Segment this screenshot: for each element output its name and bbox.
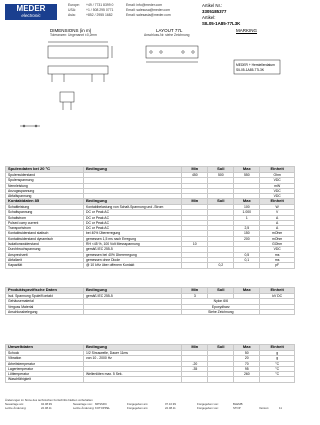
marking-line-1: MEDER + Herstellerdatum xyxy=(236,63,275,67)
table-cell: 260 xyxy=(234,372,260,377)
table-cell: Schock xyxy=(6,351,84,356)
column-header: Bedingung xyxy=(84,288,182,294)
article-label: Artikel: xyxy=(202,15,216,20)
product-data-table xyxy=(5,287,295,315)
table-cell: VDC xyxy=(260,247,295,252)
table-cell: Kontaktwiderstand dynamisch xyxy=(6,236,84,241)
relay-pins xyxy=(52,74,104,82)
table-cell: 10 xyxy=(182,242,208,247)
table-cell: 200 xyxy=(234,236,260,241)
table-cell xyxy=(182,263,208,268)
table-cell: °C xyxy=(260,361,295,366)
table-cell: g xyxy=(260,351,295,356)
article-number-label: Artikel Nr.: xyxy=(202,3,223,8)
contact-data-table xyxy=(5,198,295,269)
table-cell: pF xyxy=(260,263,295,268)
article-block xyxy=(202,3,240,27)
table-cell: bei 40% Übererregung xyxy=(84,231,182,236)
marking-drawing xyxy=(234,60,280,74)
column-header: Max xyxy=(234,199,260,205)
marking-title: MARKING xyxy=(236,28,258,33)
contact-row-asia: Asia: +852 / 2955 1682 Email: salesasia@meder.com xyxy=(68,13,171,17)
table-cell: 1.000 xyxy=(234,210,260,215)
table-cell: 150 xyxy=(234,231,260,236)
relay-end-view xyxy=(60,92,74,102)
table-cell: DC or Peak AC xyxy=(84,226,182,231)
table-cell: 1 xyxy=(234,215,260,220)
table-cell xyxy=(234,263,260,268)
table-row xyxy=(6,377,295,382)
article-name: SIL05-1A85-77L3K xyxy=(202,21,241,26)
technical-drawing-area xyxy=(0,26,300,166)
table-cell: Kapazität xyxy=(6,263,84,268)
table-cell: Pulsed carry current xyxy=(6,220,84,225)
footer-row-created: Neuanlage am: 04.08.99 Neuanlage von: MPSSRC Freigegeben am: 07.10.99 Freigegeben von: BLEMB xyxy=(5,402,243,406)
table-cell: Durchbruchspannung xyxy=(6,247,84,252)
table-cell: 95 xyxy=(234,366,260,371)
environmental-data-table xyxy=(5,344,295,383)
column-header: Max xyxy=(234,288,260,294)
column-header: Kontaktdaten 85 xyxy=(6,199,84,205)
table-row: Anschlussbelegung Siehe Zeichnung xyxy=(6,309,295,314)
table-cell: Waschfähigkeit xyxy=(6,377,84,382)
column-header: Einheit xyxy=(260,345,295,351)
column-header: Spulendaten bei 20 °C xyxy=(6,167,84,173)
column-header: Max xyxy=(234,167,260,173)
dimension-drawing xyxy=(20,42,112,127)
table-cell: Schaltstrom xyxy=(6,215,84,220)
article-number: 3305185377 xyxy=(202,9,227,14)
table-cell: 0,1 xyxy=(234,257,260,262)
table-row: Nennleistung mW xyxy=(6,183,295,188)
marking-outline xyxy=(234,60,280,74)
table-cell: Kontaktbelastung von Schalt-Spannung und -Strom xyxy=(84,205,182,210)
table-cell: ms xyxy=(260,257,295,262)
table-cell xyxy=(84,377,182,382)
footer-row-modified: Letzte Änderung: 22.08.11 Letzte Änderung: KOTOPPEL Freigegeben am: 22.08.11 Freigegeben von: STOP Version: 11 xyxy=(5,406,282,410)
column-header: Min xyxy=(182,288,208,294)
table-cell: mOhm xyxy=(260,236,295,241)
contact-block xyxy=(68,3,171,18)
footer-disclaimer: Änderungen im Sinne des technischen Fortschritts bleiben vorbehalten xyxy=(5,398,93,402)
table-cell: Isolationswiderstand xyxy=(6,242,84,247)
table-cell: A xyxy=(260,220,295,225)
table-row: Abfallspannung VDC xyxy=(6,194,295,199)
table-cell: Transportstrom xyxy=(6,226,84,231)
table-cell: DC or Peak AC xyxy=(84,220,182,225)
column-header: Min xyxy=(182,345,208,351)
column-header: Soll xyxy=(208,199,234,205)
table-cell: A xyxy=(260,226,295,231)
table-cell: gemessen ohne Diode xyxy=(84,257,182,262)
table-cell: 20 xyxy=(234,356,260,361)
table-cell: Schaltspannung xyxy=(6,210,84,215)
table-row: Gehäusematerial Nylon 6/6 xyxy=(6,299,295,304)
table-cell: °C xyxy=(260,372,295,377)
table-cell: Schaltleistung xyxy=(6,205,84,210)
table-cell: Löttemperatur xyxy=(6,372,84,377)
table-cell: W xyxy=(260,205,295,210)
column-header: Min xyxy=(182,167,208,173)
table-cell: 50 xyxy=(234,351,260,356)
table-cell: Arbeitstemperatur xyxy=(6,361,84,366)
dimensions-subtitle: Toleranzen: Ungenannt ±0,2mm xyxy=(50,33,97,37)
column-header: Einheit xyxy=(260,288,295,294)
column-header: Einheit xyxy=(260,167,295,173)
table-row: Isol. Spannung Spule/Kontakt gemäß IEC 255-5 3 kV DC xyxy=(6,294,295,299)
table-cell: 100 xyxy=(234,205,260,210)
table-cell: gemessen 1,5 ms nach Erregung xyxy=(84,236,182,241)
table-cell: DC or Peak AC xyxy=(84,210,182,215)
meder-logo xyxy=(5,4,57,20)
table-row: Spulenspannung VDC xyxy=(6,178,295,183)
dimensions-title: DIMENSIONS (in m) xyxy=(50,28,92,33)
table-cell: gemäß IEC 255-5 xyxy=(84,247,182,252)
marking-line-2: SIL05-1A85-77L3K xyxy=(236,68,265,72)
table-cell: DC or Peak AC xyxy=(84,215,182,220)
table-row: Anzugsspannung VDC xyxy=(6,188,295,193)
table-cell: 70 xyxy=(234,361,260,366)
table-cell xyxy=(208,377,234,382)
table-cell: GOhm xyxy=(260,242,295,247)
table-cell: 2,5 xyxy=(234,226,260,231)
table-cell: gemessen bei 40% Übererregung xyxy=(84,252,182,257)
contact-row-usa: USA: +1 / 508 295 0771 Email: salesusa@meder.com xyxy=(68,8,170,12)
table-cell: Wellenlöten max. 5 Sek. xyxy=(84,372,182,377)
table-cell: A xyxy=(260,215,295,220)
column-header: Soll xyxy=(208,345,234,351)
logo-main-text: MEDER xyxy=(16,4,46,13)
table-cell: Kontaktwiderstand statisch xyxy=(6,231,84,236)
table-cell: Ansprechzeit xyxy=(6,252,84,257)
logo-sub-text: electronic xyxy=(21,13,41,18)
column-header: Bedingung xyxy=(84,345,182,351)
table-cell xyxy=(182,377,208,382)
table-row: Verguss Material Epoxydharz xyxy=(6,304,295,309)
pcb-layout-outline xyxy=(146,46,198,58)
relay-side-view xyxy=(48,66,108,74)
table-cell: Abfallzeit xyxy=(6,257,84,262)
table-cell xyxy=(234,377,260,382)
table-row: Spulenwiderstand 450 500 550 Ohm xyxy=(6,173,295,178)
table-cell: von 10 - 2000 Hz xyxy=(84,356,182,361)
table-cell: 0,5 xyxy=(234,252,260,257)
table-cell: mOhm xyxy=(260,231,295,236)
column-header: Umweltdaten xyxy=(6,345,84,351)
table-cell: Lagertemperatur xyxy=(6,366,84,371)
relay-top-view xyxy=(48,46,108,58)
table-cell: -20 xyxy=(182,361,208,366)
column-header: Bedingung xyxy=(84,199,182,205)
coil-data-table xyxy=(5,166,295,199)
table-cell: ms xyxy=(260,252,295,257)
contact-row-europe: Europe: +49 / 7731 8399 0 Email: info@meder.com xyxy=(68,3,163,7)
table-cell: @ 10 kHz über offenem Kontakt xyxy=(84,263,182,268)
layout-drawing xyxy=(146,46,198,62)
table-cell: Vibration xyxy=(6,356,84,361)
column-header: Soll xyxy=(208,288,234,294)
column-header: Soll xyxy=(208,167,234,173)
table-cell: g xyxy=(260,356,295,361)
column-header: Max xyxy=(234,345,260,351)
table-cell: 1/2 Sinuswelle, Dauer 11ms xyxy=(84,351,182,356)
table-row xyxy=(6,263,295,268)
column-header: Bedingung xyxy=(84,167,182,173)
drawing-svg xyxy=(0,26,300,166)
table-cell: V xyxy=(260,210,295,215)
footer xyxy=(5,398,295,410)
table-cell: °C xyxy=(260,366,295,371)
column-header: Einheit xyxy=(260,199,295,205)
table-cell: RH <45 %, 100 Volt Messspannung xyxy=(84,242,182,247)
table-cell xyxy=(260,377,295,382)
layout-subtitle: Anschluss-Nr. siehe Zeichnung xyxy=(144,33,190,37)
column-header: Min xyxy=(182,199,208,205)
layout-title: LAYOUT 77L xyxy=(156,28,183,33)
table-cell: 0,2 xyxy=(208,263,234,268)
table-cell: -35 xyxy=(182,366,208,371)
header xyxy=(0,0,300,26)
column-header: Produktspezifische Daten xyxy=(6,288,84,294)
